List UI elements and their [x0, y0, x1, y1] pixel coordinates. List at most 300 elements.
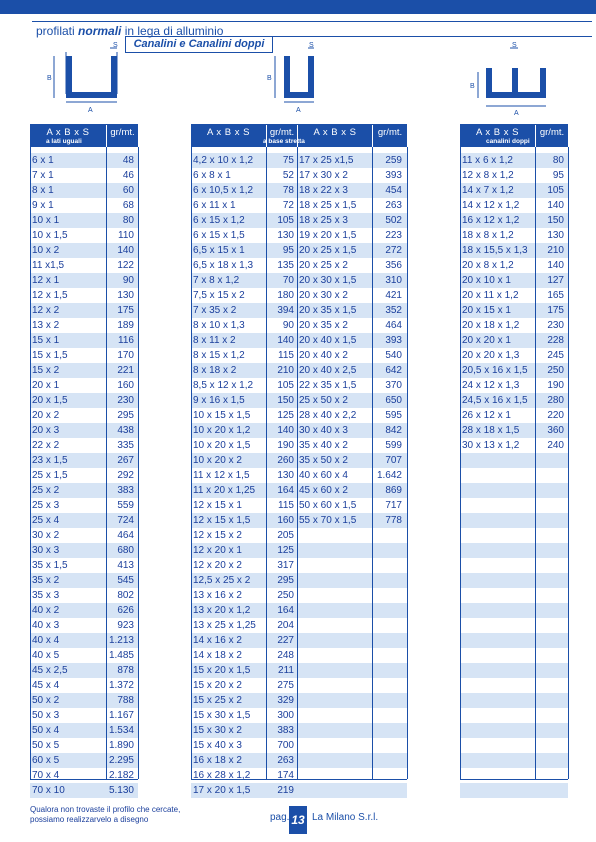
weight-cell: 220 [547, 410, 564, 421]
weight-cell: 189 [117, 320, 134, 331]
weight-cell: 125 [277, 410, 294, 421]
size-cell: 40 x 2 [32, 605, 60, 616]
size-cell: 13 x 16 x 2 [193, 590, 242, 601]
weight-cell: 335 [117, 440, 134, 451]
table-row [30, 168, 138, 183]
weight-cell: 464 [117, 530, 134, 541]
weight-cell: 438 [117, 425, 134, 436]
weight-cell: 127 [547, 275, 564, 286]
size-cell: 25 x 50 x 2 [299, 395, 348, 406]
table-row [460, 603, 568, 618]
weight-cell: 228 [547, 335, 564, 346]
size-cell: 20 x 10 x 1 [462, 275, 511, 286]
weight-cell: 1.213 [108, 635, 134, 646]
size-cell: 15 x 40 x 3 [193, 740, 242, 751]
weight-cell: 60 [122, 185, 134, 196]
table-row [191, 528, 407, 543]
table-row [460, 273, 568, 288]
table-row [191, 273, 407, 288]
size-cell: 20,5 x 16 x 1,5 [462, 365, 528, 376]
size-cell: 18 x 22 x 3 [299, 185, 348, 196]
size-cell: 28 x 40 x 2,2 [299, 410, 357, 421]
size-cell: 35 x 3 [32, 590, 60, 601]
table-narrow-base [191, 124, 407, 796]
table-row [191, 693, 407, 708]
size-cell: 45 x 60 x 2 [299, 485, 348, 496]
table-row [30, 693, 138, 708]
size-cell: 16 x 18 x 2 [193, 755, 242, 766]
label-b: B [470, 83, 475, 90]
table-row [191, 753, 407, 768]
weight-cell: 164 [277, 605, 294, 616]
size-cell: 9 x 1 [32, 200, 54, 211]
weight-cell: 190 [547, 380, 564, 391]
size-cell: 17 x 20 x 1,5 [193, 785, 251, 796]
size-cell: 16 x 28 x 1,2 [193, 770, 251, 781]
weight-cell: 150 [277, 395, 294, 406]
size-cell: 10 x 20 x 2 [193, 455, 242, 466]
size-cell: 11 x 20 x 1,25 [193, 485, 256, 496]
table-row [30, 708, 138, 723]
label-a: A [296, 107, 301, 114]
size-cell: 20 x 8 x 1,2 [462, 260, 514, 271]
size-cell: 26 x 12 x 1 [462, 410, 511, 421]
table-equal-sides [30, 124, 138, 796]
table-row [30, 228, 138, 243]
size-cell: 6,5 x 18 x 1,3 [193, 260, 254, 271]
table-row [30, 678, 138, 693]
weight-cell: 626 [117, 605, 134, 616]
size-cell: 23 x 1,5 [32, 455, 68, 466]
table-row [191, 393, 407, 408]
weight-cell: 115 [278, 350, 294, 361]
table-row [460, 183, 568, 198]
table-row [30, 408, 138, 423]
size-cell: 20 x 1,5 [32, 395, 68, 406]
weight-cell: 707 [385, 455, 402, 466]
size-cell: 18 x 25 x 1,5 [299, 200, 357, 211]
size-cell: 14 x 18 x 2 [193, 650, 242, 661]
weight-cell: 210 [547, 245, 564, 256]
weight-cell: 1.642 [376, 470, 402, 481]
size-cell: 55 x 70 x 1,5 [299, 515, 357, 526]
weight-cell: 52 [282, 170, 294, 181]
weight-cell: 140 [547, 200, 564, 211]
size-cell: 20 x 40 x 2,5 [299, 365, 357, 376]
weight-cell: 250 [547, 365, 564, 376]
size-cell: 10 x 2 [32, 245, 60, 256]
table-row [30, 633, 138, 648]
table-row [30, 558, 138, 573]
table-row [191, 408, 407, 423]
table-row [191, 363, 407, 378]
table-row [191, 783, 407, 798]
size-cell: 12 x 1,5 [32, 290, 68, 301]
weight-cell: 248 [277, 650, 294, 661]
table-row [460, 648, 568, 663]
weight-cell: 68 [122, 200, 134, 211]
col-header-weight: gr/mt. [539, 127, 565, 138]
weight-cell: 421 [385, 290, 402, 301]
weight-cell: 393 [385, 335, 402, 346]
weight-cell: 130 [117, 290, 134, 301]
size-cell: 30 x 3 [32, 545, 60, 556]
size-cell: 10 x 20 x 1,2 [193, 425, 251, 436]
weight-cell: 170 [117, 350, 134, 361]
weight-cell: 329 [277, 695, 294, 706]
table-row [460, 768, 568, 783]
weight-cell: 650 [385, 395, 402, 406]
size-cell: 8 x 1 [32, 185, 54, 196]
table-row [460, 558, 568, 573]
col-header-weight: gr/mt. [110, 127, 135, 138]
table-row [191, 348, 407, 363]
table-double-channels [460, 124, 568, 779]
size-cell: 14 x 12 x 1,2 [462, 200, 520, 211]
weight-cell: 393 [385, 170, 402, 181]
weight-cell: 130 [277, 230, 294, 241]
page-number: 13 [289, 806, 307, 834]
table-row [30, 453, 138, 468]
size-cell: 8 x 15 x 1,2 [193, 350, 245, 361]
size-cell: 12 x 20 x 1 [193, 545, 242, 556]
table-row [191, 738, 407, 753]
table-row [460, 783, 568, 798]
size-cell: 18 x 25 x 3 [299, 215, 348, 226]
weight-cell: 90 [282, 320, 294, 331]
table-row [30, 573, 138, 588]
weight-cell: 454 [385, 185, 402, 196]
weight-cell: 680 [117, 545, 134, 556]
weight-cell: 125 [277, 545, 294, 556]
size-cell: 20 x 20 x 1 [462, 335, 511, 346]
size-cell: 17 x 30 x 2 [299, 170, 348, 181]
table-row [191, 558, 407, 573]
size-cell: 12 x 1 [32, 275, 60, 286]
table-row [191, 648, 407, 663]
table-row [460, 513, 568, 528]
table-row [460, 543, 568, 558]
weight-cell: 295 [277, 575, 294, 586]
size-cell: 20 x 3 [32, 425, 60, 436]
weight-cell: 95 [282, 245, 294, 256]
weight-cell: 923 [117, 620, 134, 631]
weight-cell: 130 [547, 230, 564, 241]
weight-cell: 5.130 [108, 785, 134, 796]
weight-cell: 267 [117, 455, 134, 466]
weight-cell: 300 [277, 710, 294, 721]
weight-cell: 230 [117, 395, 134, 406]
table-row [30, 288, 138, 303]
table-row [191, 213, 407, 228]
weight-cell: 204 [277, 620, 294, 631]
weight-cell: 230 [547, 320, 564, 331]
table-row [460, 378, 568, 393]
weight-cell: 115 [278, 500, 294, 511]
table-row [191, 168, 407, 183]
size-cell: 70 x 10 [32, 785, 65, 796]
table-row [460, 213, 568, 228]
weight-cell: 1.372 [108, 680, 134, 691]
weight-cell: 275 [277, 680, 294, 691]
table-note: canalini doppi [486, 138, 530, 145]
weight-cell: 559 [117, 500, 134, 511]
table-row [191, 438, 407, 453]
weight-cell: 272 [385, 245, 402, 256]
size-cell: 15 x 30 x 1,5 [193, 710, 251, 721]
table-note: a base stretta [263, 138, 305, 145]
size-cell: 6 x 1 [32, 155, 54, 166]
size-cell: 13 x 25 x 1,25 [193, 620, 256, 631]
table-row [460, 333, 568, 348]
weight-cell: 180 [277, 290, 294, 301]
table-row [460, 348, 568, 363]
size-cell: 45 x 2,5 [32, 665, 68, 676]
table-row [191, 153, 407, 168]
weight-cell: 869 [385, 485, 402, 496]
weight-cell: 642 [385, 365, 402, 376]
table-row [460, 723, 568, 738]
size-cell: 19 x 20 x 1,5 [299, 230, 357, 241]
table-row [460, 228, 568, 243]
size-cell: 6 x 10,5 x 1,2 [193, 185, 254, 196]
weight-cell: 259 [385, 155, 402, 166]
table-row [460, 318, 568, 333]
weight-cell: 2.295 [108, 755, 134, 766]
size-cell: 8 x 18 x 2 [193, 365, 237, 376]
table-row [191, 228, 407, 243]
table-row [460, 693, 568, 708]
table-row [30, 648, 138, 663]
weight-cell: 1.167 [108, 710, 134, 721]
size-cell: 12 x 8 x 1,2 [462, 170, 514, 181]
weight-cell: 383 [277, 725, 294, 736]
weight-cell: 250 [277, 590, 294, 601]
weight-cell: 240 [547, 440, 564, 451]
weight-cell: 263 [277, 755, 294, 766]
size-cell: 15 x 20 x 1,5 [193, 665, 251, 676]
size-cell: 30 x 2 [32, 530, 60, 541]
table-row [191, 483, 407, 498]
size-cell: 6,5 x 15 x 1 [193, 245, 245, 256]
table-row [191, 453, 407, 468]
weight-cell: 802 [117, 590, 134, 601]
size-cell: 30 x 40 x 3 [299, 425, 348, 436]
table-row [460, 468, 568, 483]
table-row [460, 243, 568, 258]
weight-cell: 80 [552, 155, 564, 166]
size-cell: 28 x 18 x 1,5 [462, 425, 520, 436]
table-row [191, 543, 407, 558]
weight-cell: 105 [277, 215, 294, 226]
table-row [30, 243, 138, 258]
weight-cell: 370 [385, 380, 402, 391]
size-cell: 20 x 35 x 1,5 [299, 305, 357, 316]
size-cell: 11 x 6 x 1,2 [462, 155, 513, 166]
table-row [460, 483, 568, 498]
table-row [460, 408, 568, 423]
table-row [30, 513, 138, 528]
col-header-size: A x B x S [475, 127, 520, 138]
table-row [191, 258, 407, 273]
table-row [191, 468, 407, 483]
col-header-size: A x B x S [206, 127, 251, 138]
size-cell: 11 x 12 x 1,5 [193, 470, 250, 481]
label-a: A [88, 107, 93, 114]
size-cell: 20 x 25 x 1,5 [299, 245, 357, 256]
table-row [191, 663, 407, 678]
weight-cell: 174 [277, 770, 294, 781]
table-row [191, 603, 407, 618]
table-row [460, 618, 568, 633]
col-header-weight: gr/mt. [377, 127, 403, 138]
size-cell: 6 x 8 x 1 [193, 170, 231, 181]
table-row [30, 663, 138, 678]
channel-profile-drawing-narrow [262, 42, 322, 118]
size-cell: 60 x 5 [32, 755, 60, 766]
weight-cell: 110 [118, 230, 134, 241]
section-subtitle: Canalini e Canalini doppi [125, 36, 273, 53]
weight-cell: 245 [547, 350, 564, 361]
size-cell: 11 x1,5 [32, 260, 65, 271]
weight-cell: 1.485 [108, 650, 134, 661]
table-row [30, 258, 138, 273]
table-row [30, 393, 138, 408]
weight-cell: 160 [117, 380, 134, 391]
footer-note: Qualora non trovaste il profilo che cercate, possiamo realizzarvelo a disegno [30, 805, 181, 824]
size-cell: 13 x 2 [32, 320, 60, 331]
page-header [32, 21, 592, 40]
table-row [460, 453, 568, 468]
size-cell: 18 x 8 x 1,2 [462, 230, 514, 241]
weight-cell: 778 [385, 515, 402, 526]
weight-cell: 205 [277, 530, 294, 541]
size-cell: 4,2 x 10 x 1,2 [193, 155, 254, 166]
weight-cell: 219 [277, 785, 294, 796]
weight-cell: 48 [122, 155, 134, 166]
table-row [30, 318, 138, 333]
table-row [30, 603, 138, 618]
double-channel-profile-drawing [464, 42, 556, 118]
size-cell: 8 x 10 x 1,3 [193, 320, 245, 331]
weight-cell: 842 [385, 425, 402, 436]
size-cell: 40 x 5 [32, 650, 60, 661]
weight-cell: 1.534 [108, 725, 134, 736]
table-row [460, 588, 568, 603]
size-cell: 40 x 4 [32, 635, 60, 646]
weight-cell: 150 [547, 215, 564, 226]
weight-cell: 545 [117, 575, 134, 586]
table-row [191, 423, 407, 438]
size-cell: 50 x 3 [32, 710, 60, 721]
size-cell: 50 x 60 x 1,5 [299, 500, 357, 511]
size-cell: 20 x 2 [32, 410, 60, 421]
weight-cell: 75 [282, 155, 294, 166]
size-cell: 10 x 1 [32, 215, 60, 226]
table-row [30, 153, 138, 168]
weight-cell: 130 [277, 470, 294, 481]
table-row [30, 303, 138, 318]
table-row [30, 468, 138, 483]
table-row [30, 753, 138, 768]
size-cell: 35 x 2 [32, 575, 60, 586]
weight-cell: 164 [277, 485, 294, 496]
size-cell: 16 x 12 x 1,2 [462, 215, 520, 226]
table-row [30, 363, 138, 378]
weight-cell: 724 [117, 515, 134, 526]
label-s: S [512, 42, 517, 49]
size-cell: 35 x 1,5 [32, 560, 68, 571]
table-row [191, 318, 407, 333]
table-row [191, 708, 407, 723]
size-cell: 15 x 1,5 [32, 350, 68, 361]
weight-cell: 310 [385, 275, 402, 286]
table-row [30, 528, 138, 543]
table-row [30, 618, 138, 633]
size-cell: 10 x 1,5 [32, 230, 68, 241]
weight-cell: 878 [117, 665, 134, 676]
weight-cell: 175 [547, 305, 564, 316]
weight-cell: 700 [277, 740, 294, 751]
weight-cell: 1.890 [108, 740, 134, 751]
size-cell: 50 x 2 [32, 695, 60, 706]
size-cell: 9 x 16 x 1,5 [193, 395, 245, 406]
weight-cell: 160 [277, 515, 294, 526]
weight-cell: 140 [277, 335, 294, 346]
size-cell: 20 x 15 x 1 [462, 305, 511, 316]
size-cell: 35 x 40 x 2 [299, 440, 348, 451]
size-cell: 7 x 1 [32, 170, 54, 181]
table-row [191, 378, 407, 393]
weight-cell: 383 [117, 485, 134, 496]
col-header-size: A x B x S [313, 127, 357, 138]
weight-cell: 599 [385, 440, 402, 451]
size-cell: 20 x 11 x 1,2 [462, 290, 519, 301]
table-row [460, 678, 568, 693]
table-row [30, 498, 138, 513]
table-row [460, 708, 568, 723]
weight-cell: 502 [385, 215, 402, 226]
size-cell: 24 x 12 x 1,3 [462, 380, 520, 391]
table-row [30, 768, 138, 783]
page-title: profilati normali in lega di alluminio [36, 24, 224, 38]
size-cell: 22 x 2 [32, 440, 60, 451]
size-cell: 10 x 20 x 1,5 [193, 440, 251, 451]
weight-cell: 352 [385, 305, 402, 316]
size-cell: 15 x 1 [32, 335, 60, 346]
size-cell: 18 x 15,5 x 1,3 [462, 245, 528, 256]
size-cell: 20 x 35 x 2 [299, 320, 348, 331]
table-row [30, 483, 138, 498]
size-cell: 12 x 15 x 1 [193, 500, 242, 511]
weight-cell: 135 [277, 260, 294, 271]
size-cell: 6 x 15 x 1,2 [193, 215, 245, 226]
weight-cell: 223 [385, 230, 402, 241]
weight-cell: 190 [277, 440, 294, 451]
weight-cell: 78 [282, 185, 294, 196]
table-row [191, 333, 407, 348]
size-cell: 25 x 3 [32, 500, 60, 511]
size-cell: 25 x 2 [32, 485, 60, 496]
table-row [460, 168, 568, 183]
size-cell: 35 x 50 x 2 [299, 455, 348, 466]
table-row [191, 498, 407, 513]
size-cell: 45 x 4 [32, 680, 60, 691]
table-row [191, 303, 407, 318]
size-cell: 20 x 30 x 2 [299, 290, 348, 301]
weight-cell: 95 [552, 170, 564, 181]
size-cell: 20 x 40 x 2 [299, 350, 348, 361]
